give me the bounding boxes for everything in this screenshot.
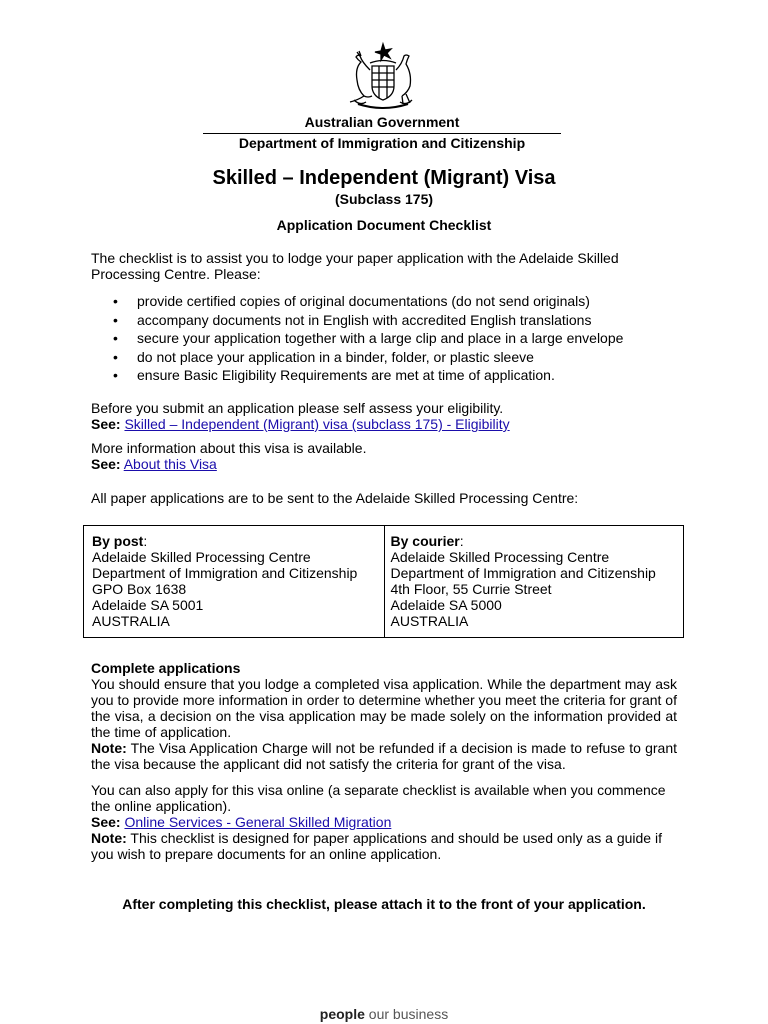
online-text: You can also apply for this visa online (a separate checklist is available when you commence the online application). (91, 782, 666, 814)
attach-instruction: After completing this checklist, please attach it to the front of your application. (122, 896, 646, 912)
address-line: Department of Immigration and Citizenship (92, 565, 358, 581)
more-info-text: More information about this visa is available. (91, 440, 367, 456)
note-text: This checklist is designed for paper applications and should be used only as a guide if you wish to prepare documents for an online application. (91, 830, 662, 862)
address-line: Adelaide Skilled Processing Centre (92, 549, 311, 565)
document-title: Skilled – Independent (Migrant) Visa (212, 167, 556, 189)
note-label: Note: (91, 740, 127, 756)
department-name: Department of Immigration and Citizenship (203, 133, 561, 151)
online-section (91, 782, 677, 862)
address-line: AUSTRALIA (92, 613, 170, 629)
eligibility-text: Before you submit an application please self assess your eligibility. (91, 400, 504, 416)
tagline-strong: people (319, 1006, 365, 1022)
address-line: AUSTRALIA (390, 613, 469, 629)
list-item: • secure your application together with a large clip and place in a large envelope (91, 329, 677, 348)
address-line: Department of Immigration and Citizenship (390, 565, 656, 581)
address-table (83, 525, 684, 638)
see-label: See: (91, 456, 121, 472)
note-text: The Visa Application Charge will not be refunded if a decision is made to refuse to grant the visa because the applicant did not satisfy the criteria for grant of the visa. (91, 740, 677, 772)
subclass-label: (Subclass 175) (334, 191, 434, 207)
checklist-heading: Application Document Checklist (276, 217, 492, 233)
online-services-link[interactable]: Online Services - General Skilled Migration (124, 814, 392, 830)
address-line: Adelaide SA 5000 (390, 597, 502, 613)
eligibility-section (91, 400, 677, 432)
courier-heading: By courier (390, 533, 460, 549)
post-heading-colon: : (143, 533, 148, 549)
courier-address (384, 526, 684, 637)
post-heading: By post (92, 533, 144, 549)
footer-tagline (0, 1006, 768, 1022)
government-name: Australian Government (304, 114, 460, 130)
list-item: • accompany documents not in English with accredited English translations (91, 311, 677, 330)
eligibility-link[interactable]: Skilled – Independent (Migrant) visa (subclass 175) - Eligibility (124, 416, 510, 432)
post-address (84, 526, 384, 637)
address-line: 4th Floor, 55 Currie Street (390, 581, 552, 597)
more-info-section (91, 440, 677, 472)
note-label: Note: (91, 830, 127, 846)
intro-paragraph: The checklist is to assist you to lodge your paper application with the Adelaide Skilled Processing Centre. Please: (91, 250, 619, 282)
courier-heading-colon: : (459, 533, 464, 549)
see-label: See: (91, 416, 121, 432)
complete-body: You should ensure that you lodge a completed visa application. While the department may ask you to provide more information in order to determine whether you meet the criteria for grant of the visa, a decision on the visa application may be made solely on the information provided at the time of application. (91, 676, 677, 740)
tagline-light: our business (364, 1006, 449, 1022)
address-line: GPO Box 1638 (92, 581, 187, 597)
instructions-list (91, 292, 677, 385)
all-paper-text: All paper applications are to be sent to the Adelaide Skilled Processing Centre: (91, 490, 579, 506)
see-label: See: (91, 814, 121, 830)
complete-applications-section (91, 660, 677, 772)
list-item: • do not place your application in a binder, folder, or plastic sleeve (91, 348, 677, 367)
address-line: Adelaide SA 5001 (92, 597, 204, 613)
list-item: • ensure Basic Eligibility Requirements are met at time of application. (91, 366, 677, 385)
list-item: • provide certified copies of original documentations (do not send originals) (91, 292, 677, 311)
about-visa-link[interactable]: About this Visa (123, 456, 217, 472)
coat-of-arms-icon (340, 40, 426, 116)
address-line: Adelaide Skilled Processing Centre (390, 549, 610, 565)
complete-heading: Complete applications (91, 660, 241, 676)
